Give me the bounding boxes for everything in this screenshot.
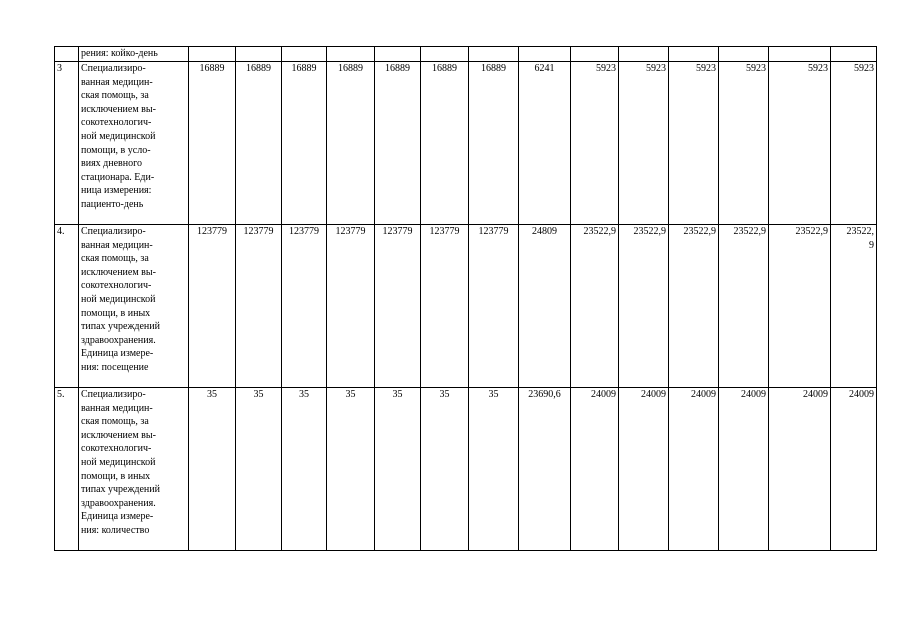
description-line: сокотехнологич- (81, 443, 152, 455)
description-line: Специализиро- (81, 389, 146, 400)
value-cell (189, 62, 236, 225)
value-cell (831, 388, 877, 551)
value-cell (571, 47, 619, 62)
description-line: Единица измере- (81, 348, 154, 360)
value-cell (719, 388, 769, 551)
value-line: 24809 (532, 226, 557, 237)
value-line: 35 (253, 389, 264, 400)
row-description (79, 388, 189, 551)
value-line: 35 (439, 389, 450, 400)
value-cell (769, 225, 831, 388)
value-cell (719, 62, 769, 225)
value-cell (619, 47, 669, 62)
value-line: 123779 (335, 226, 366, 237)
value-line: 23522,9 (633, 226, 666, 237)
value-cell (282, 225, 327, 388)
value-line: 123779 (243, 226, 274, 237)
value-line: 6241 (534, 63, 555, 74)
description-line: помощи, в иных (81, 470, 151, 482)
description-line: Специализиро- (81, 63, 146, 74)
value-line: 23522,9 (795, 226, 828, 237)
value-cell (831, 225, 877, 388)
value-cell (189, 225, 236, 388)
value-cell (571, 62, 619, 225)
value-cell (469, 388, 519, 551)
description-line: ной медицинской (81, 130, 156, 142)
value-line: 5923 (596, 63, 616, 74)
value-cell (421, 62, 469, 225)
value-line: 23522,9 (733, 226, 766, 237)
value-cell (719, 225, 769, 388)
value-cell (769, 388, 831, 551)
value-cell (519, 47, 571, 62)
value-cell (619, 388, 669, 551)
value-cell (189, 388, 236, 551)
row-number: 4. (55, 225, 79, 388)
value-cell (831, 47, 877, 62)
table-row (55, 225, 877, 388)
description-line: пациенто-день (81, 198, 144, 210)
value-cell (421, 388, 469, 551)
description-line: ния: посещение (81, 361, 149, 373)
value-line: 5923 (696, 63, 716, 74)
value-cell (327, 47, 375, 62)
row-number (55, 47, 79, 62)
value-line: 24009 (641, 389, 666, 400)
value-line: 24009 (741, 389, 766, 400)
table-row (55, 62, 877, 225)
description-line: сокотехнологич- (81, 280, 152, 292)
value-cell (189, 47, 236, 62)
value-line: 16889 (385, 63, 410, 74)
value-cell (571, 225, 619, 388)
value-cell (469, 62, 519, 225)
description-line: стационара. Еди- (81, 171, 155, 183)
value-line: 24009 (803, 389, 828, 400)
value-line: 16889 (481, 63, 506, 74)
row-description (79, 47, 189, 62)
value-cell (375, 47, 421, 62)
value-line: 9 (869, 239, 874, 251)
row-description (79, 62, 189, 225)
description-line: типах учреждений (81, 321, 160, 333)
value-line: 23690,6 (528, 389, 561, 400)
value-line: 35 (299, 389, 309, 400)
value-cell (619, 62, 669, 225)
description-line: типах учреждений (81, 484, 160, 496)
value-cell (327, 225, 375, 388)
value-line: 16889 (246, 63, 271, 74)
description-line: здравоохранения. (81, 497, 156, 509)
row-number: 5. (55, 388, 79, 551)
table-row (55, 388, 877, 551)
value-line: 35 (345, 389, 356, 400)
value-cell (236, 388, 282, 551)
value-line: 16889 (432, 63, 457, 74)
value-cell (669, 47, 719, 62)
table-body (55, 47, 877, 551)
value-cell (282, 62, 327, 225)
description-line: ной медицинской (81, 456, 156, 468)
value-line: 24009 (591, 389, 616, 400)
value-line: 123779 (197, 226, 227, 237)
value-cell (571, 388, 619, 551)
value-line: 23522,9 (583, 226, 616, 237)
table-row (55, 47, 877, 62)
value-line: 16889 (199, 63, 225, 74)
value-cell (769, 47, 831, 62)
value-cell (519, 388, 571, 551)
description-line: ванная медицин- (81, 239, 153, 251)
value-line: 123779 (289, 226, 319, 237)
value-cell (375, 388, 421, 551)
description-line: Специализиро- (81, 226, 146, 237)
description-line: ванная медицин- (81, 76, 153, 88)
value-cell (327, 62, 375, 225)
value-line: 123779 (478, 226, 509, 237)
value-cell (719, 47, 769, 62)
data-table (54, 46, 877, 551)
value-cell (669, 388, 719, 551)
description-line: рения: койко-день (81, 48, 158, 59)
description-line: исключением вы- (81, 103, 156, 115)
description-line: исключением вы- (81, 429, 156, 441)
value-cell (421, 47, 469, 62)
value-line: 123779 (429, 226, 460, 237)
row-number: 3 (55, 62, 79, 225)
value-line: 35 (207, 389, 217, 400)
value-line: 24009 (849, 389, 874, 400)
value-cell (769, 62, 831, 225)
value-cell (519, 62, 571, 225)
description-line: ская помощь, за (81, 90, 149, 102)
value-cell (469, 225, 519, 388)
description-line: ния: количество (81, 524, 150, 536)
description-line: помощи, в усло- (81, 144, 151, 156)
value-cell (669, 62, 719, 225)
value-line: 35 (392, 389, 403, 400)
value-line: 24009 (691, 389, 716, 400)
row-description (79, 225, 189, 388)
description-line: ванная медицин- (81, 402, 153, 414)
description-line: виях дневного (81, 158, 142, 170)
description-line: Единица измере- (81, 511, 154, 523)
value-line: 5923 (854, 63, 874, 74)
value-cell (469, 47, 519, 62)
value-cell (282, 388, 327, 551)
value-cell (519, 225, 571, 388)
value-line: 123779 (382, 226, 413, 237)
value-line: 35 (488, 389, 499, 400)
value-cell (327, 388, 375, 551)
value-line: 23522,9 (683, 226, 716, 237)
value-line: 23522, (846, 226, 874, 237)
value-cell (282, 47, 327, 62)
value-cell (619, 225, 669, 388)
value-line: 16889 (338, 63, 363, 74)
value-line: 5923 (646, 63, 666, 74)
value-cell (375, 225, 421, 388)
value-cell (236, 47, 282, 62)
value-cell (375, 62, 421, 225)
description-line: ница измерения: (81, 185, 152, 197)
value-line: 5923 (808, 63, 828, 74)
description-line: сокотехнологич- (81, 117, 152, 129)
description-line: ская помощь, за (81, 416, 149, 428)
description-line: ной медицинской (81, 293, 156, 305)
description-line: здравоохранения. (81, 334, 156, 346)
value-cell (236, 62, 282, 225)
description-line: исключением вы- (81, 266, 156, 278)
value-line: 5923 (746, 63, 766, 74)
value-cell (421, 225, 469, 388)
description-line: помощи, в иных (81, 307, 151, 319)
value-line: 16889 (291, 63, 317, 74)
value-cell (669, 225, 719, 388)
value-cell (236, 225, 282, 388)
description-line: ская помощь, за (81, 253, 149, 265)
value-cell (831, 62, 877, 225)
